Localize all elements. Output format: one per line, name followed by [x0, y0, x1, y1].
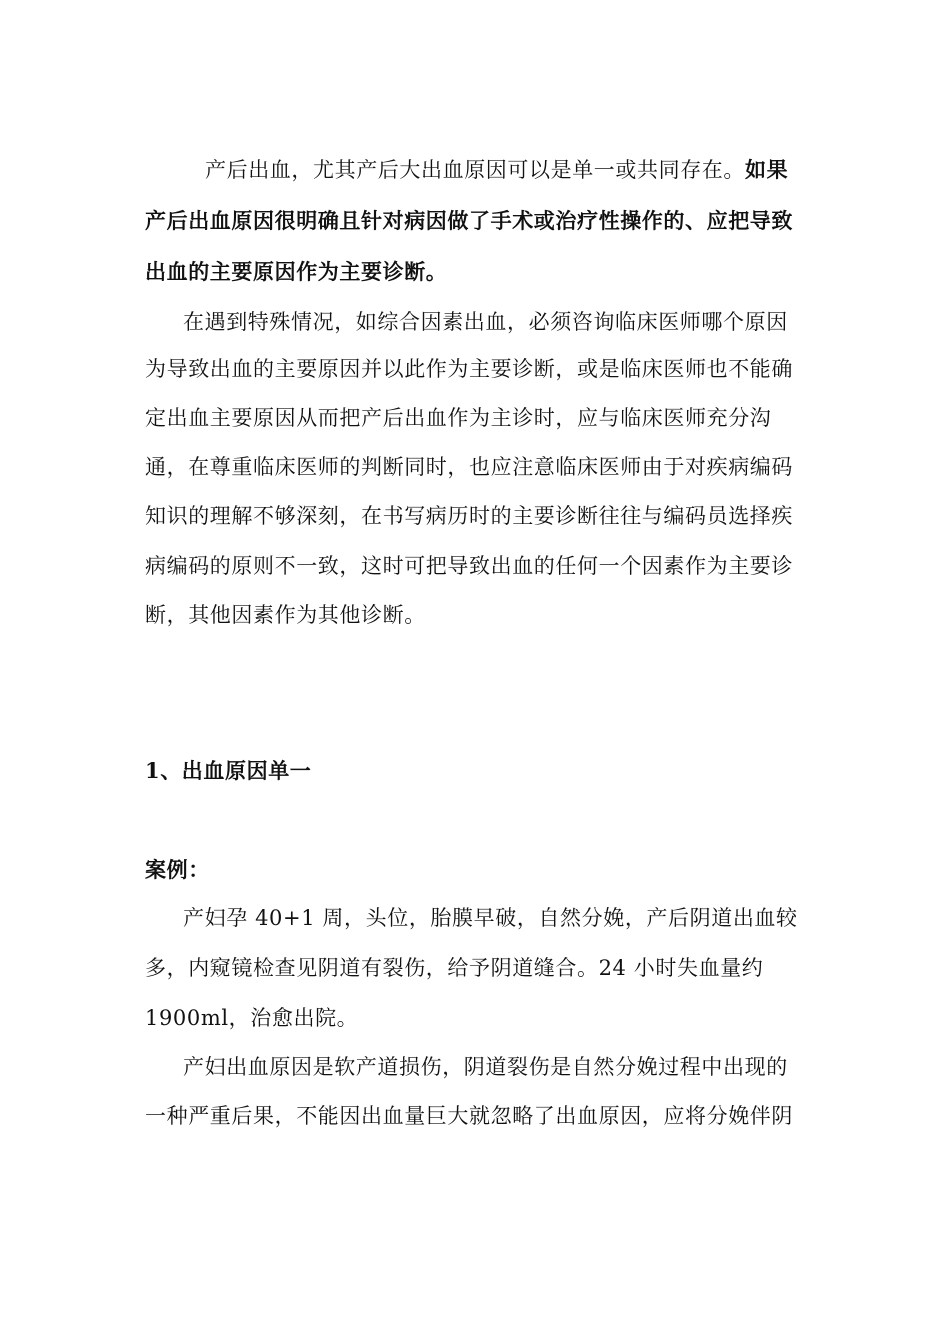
paragraph-1-line-1	[205, 155, 788, 185]
paragraph-2-line-2: 为导致出血的主要原因并以此作为主要诊断，或是临床医师也不能确	[145, 357, 793, 381]
paragraph-2-line-5: 知识的理解不够深刻，在书写病历时的主要诊断往往与编码员选择疾	[145, 504, 793, 528]
paragraph-2-line-4: 通，在尊重临床医师的判断同时，也应注意临床医师由于对疾病编码	[145, 455, 793, 479]
paragraph-2-line-3: 定出血主要原因从而把产后出血作为主诊时，应与临床医师充分沟	[145, 406, 772, 430]
paragraph-1-line-3: 出血的主要原因作为主要诊断。	[145, 259, 448, 284]
paragraph-2-line-1: 在遇到特殊情况，如综合因素出血，必须咨询临床医师哪个原因	[183, 310, 788, 334]
case-line-2: 多，内窥镜检查见阴道有裂伤，给予阴道缝合。24 小时失血量约	[145, 956, 764, 980]
paragraph-2-line-6: 病编码的原则不一致，这时可把导致出血的任何一个因素作为主要诊	[145, 554, 793, 578]
paragraph-1-line-2: 产后出血原因很明确且针对病因做了手术或治疗性操作的、应把导致	[145, 208, 793, 233]
analysis-line-1: 产妇出血原因是软产道损伤，阴道裂伤是自然分娩过程中出现的	[183, 1055, 788, 1079]
case-line-3: 1900ml，治愈出院。	[145, 1006, 359, 1030]
case-line-1: 产妇孕 40+1 周，头位，胎膜早破，自然分娩，产后阴道出血较	[183, 906, 798, 930]
section-heading: 1、出血原因单一	[145, 758, 312, 783]
case-label: 案例：	[145, 857, 210, 882]
analysis-line-2: 一种严重后果，不能因出血量巨大就忽略了出血原因，应将分娩伴阴	[145, 1104, 793, 1128]
paragraph-1-line-1-bold: 如果	[745, 157, 789, 182]
paragraph-2-line-7: 断，其他因素作为其他诊断。	[145, 603, 426, 627]
paragraph-1-line-1-normal: 产后出血，尤其产后大出血原因可以是单一或共同存在。	[205, 158, 745, 182]
